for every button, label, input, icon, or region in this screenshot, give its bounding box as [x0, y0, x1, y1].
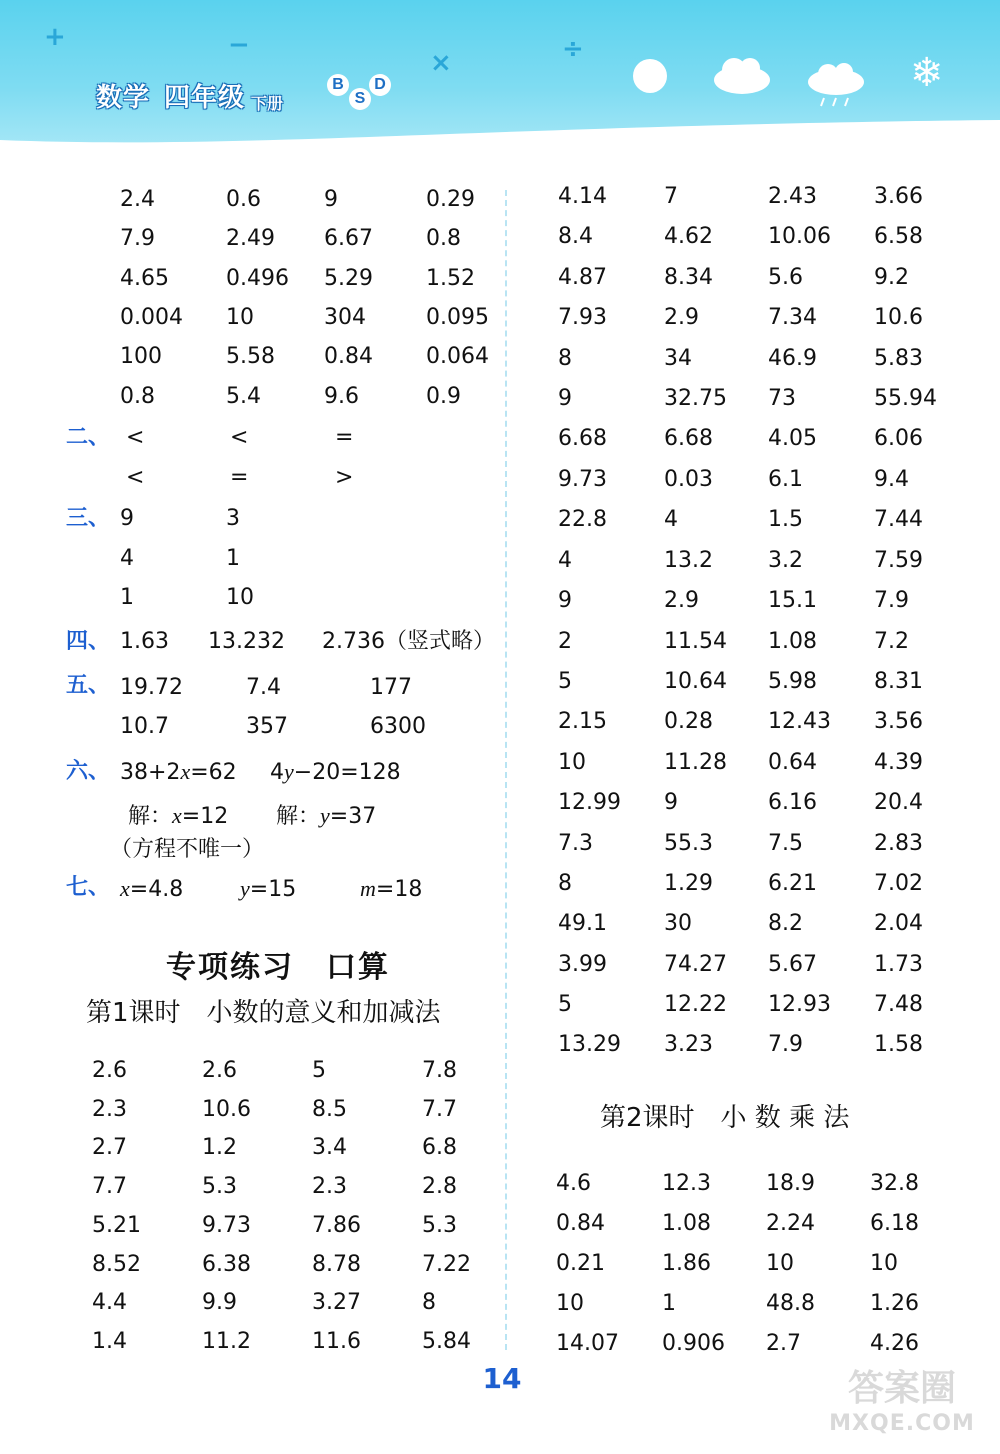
answer-cell: 7.4 — [246, 675, 281, 700]
answer-cell: 2.24 — [766, 1211, 815, 1236]
equation-variable: x — [172, 803, 182, 828]
equation-1 — [120, 759, 237, 786]
answer-cell: 0.28 — [664, 709, 713, 734]
answer-cell: 7.8 — [422, 1058, 457, 1083]
answer-cell: 4.62 — [664, 224, 713, 249]
answer-cell: 6.68 — [664, 426, 713, 451]
solution-value: =15 — [249, 877, 297, 902]
answer-cell: 0.9 — [426, 384, 461, 409]
watermark-url: MXQE.COM — [829, 1411, 975, 1436]
answer-cell: 9 — [324, 187, 338, 212]
snowflake-icon: ❄ — [910, 50, 944, 96]
comparison-symbol: = — [335, 425, 354, 450]
answer-cell: 7.3 — [558, 831, 593, 856]
equation-note: （方程不唯一） — [110, 837, 265, 862]
answer-cell: 1.2 — [202, 1135, 237, 1160]
equation-part: 4 — [270, 760, 284, 785]
answer-cell: 10 — [558, 750, 586, 775]
section-label-6: 六、 — [66, 759, 111, 784]
equation-variable: y — [320, 803, 330, 828]
answer-cell: 0.29 — [426, 187, 475, 212]
answer-cell: 11.6 — [312, 1329, 361, 1354]
answer-cell: 13.2 — [664, 548, 713, 573]
lesson-2-title: 第2课时 小 数 乘 法 — [600, 1103, 850, 1133]
answer-cell: 0.84 — [556, 1211, 605, 1236]
answer-cell: 4 — [558, 548, 572, 573]
answer-cell: 7.86 — [312, 1213, 361, 1238]
answer-cell: 0.84 — [324, 344, 373, 369]
answer-cell: 2.04 — [874, 911, 923, 936]
answer-cell: 5.98 — [768, 669, 817, 694]
answer-cell: 48.8 — [766, 1291, 815, 1316]
answer-cell: 1.86 — [662, 1251, 711, 1276]
answer-cell: 9 — [120, 506, 134, 531]
answer-cell: 74.27 — [664, 952, 727, 977]
publisher-logo — [323, 70, 399, 112]
equation-variable: x — [120, 876, 130, 901]
answer-cell: 3.23 — [664, 1032, 713, 1057]
answer-cell: 10 — [226, 585, 254, 610]
solution-1 — [128, 803, 228, 830]
answer-cell: 8.5 — [312, 1097, 347, 1122]
answer-cell: 5.3 — [202, 1174, 237, 1199]
answer-cell: 9.73 — [202, 1213, 251, 1238]
answer-cell: 0.496 — [226, 266, 289, 291]
equation-part: =62 — [190, 760, 237, 785]
solution-value: =4.8 — [129, 877, 184, 902]
answer-cell: 22.8 — [558, 507, 607, 532]
answer-cell: 0.004 — [120, 305, 183, 330]
solution-x — [120, 876, 183, 903]
answer-cell: 2.8 — [422, 1174, 457, 1199]
answer-cell: 5.29 — [324, 266, 373, 291]
publisher-letter-s: S — [349, 88, 371, 110]
answer-cell: 3 — [226, 506, 240, 531]
answer-cell: 1.08 — [768, 629, 817, 654]
answer-cell: 1.52 — [426, 266, 475, 291]
answer-cell: 6.58 — [874, 224, 923, 249]
comparison-symbol: = — [230, 465, 249, 490]
answer-cell: 2.15 — [558, 709, 607, 734]
answer-cell: 1.08 — [662, 1211, 711, 1236]
answer-cell: 4 — [664, 507, 678, 532]
answer-cell: 7.59 — [874, 548, 923, 573]
answer-cell: 1.58 — [874, 1032, 923, 1057]
answer-cell: 55.94 — [874, 386, 937, 411]
subject-label: 数学 — [96, 83, 151, 113]
answer-cell: 49.1 — [558, 911, 607, 936]
answer-cell: 4.6 — [556, 1171, 591, 1196]
answer-cell: 12.93 — [768, 992, 831, 1017]
answer-cell: 7.9 — [768, 1032, 803, 1057]
answer-cell: 3.56 — [874, 709, 923, 734]
answer-cell: 2.9 — [664, 588, 699, 613]
column-divider — [505, 190, 507, 1350]
answer-cell: 9.73 — [558, 467, 607, 492]
answer-cell: 12.3 — [662, 1171, 711, 1196]
answer-cell: 4.65 — [120, 266, 169, 291]
answer-cell: 10 — [766, 1251, 794, 1276]
answer-cell: 6.1 — [768, 467, 803, 492]
answer-cell: 9.9 — [202, 1290, 237, 1315]
answer-cell: 5 — [558, 669, 572, 694]
answer-cell: 8 — [558, 346, 572, 371]
answer-cell: 7.9 — [874, 588, 909, 613]
equation-2 — [270, 759, 401, 786]
answer-cell: 4.26 — [870, 1331, 919, 1356]
answer-cell: 7.22 — [422, 1252, 471, 1277]
answer-cell: 34 — [664, 346, 692, 371]
answer-cell: 2.736（竖式略） — [322, 629, 495, 654]
answer-cell: 0.8 — [120, 384, 155, 409]
answer-cell: 7.7 — [92, 1174, 127, 1199]
answer-cell: 2.3 — [92, 1097, 127, 1122]
answer-cell: 2.7 — [92, 1135, 127, 1160]
book-title — [96, 78, 283, 114]
solution-m — [360, 876, 422, 903]
answer-cell: 5.67 — [768, 952, 817, 977]
answer-cell: 9 — [558, 386, 572, 411]
solution-prefix: 解： — [128, 804, 173, 829]
answer-cell: 5.3 — [422, 1213, 457, 1238]
answer-cell: 6.8 — [422, 1135, 457, 1160]
publisher-letter-b: B — [327, 74, 349, 96]
cloud-icon — [712, 52, 774, 96]
equation-part: −20=128 — [293, 760, 401, 785]
answer-cell: 8.4 — [558, 224, 593, 249]
answer-cell: 4.87 — [558, 265, 607, 290]
answer-cell: 3.99 — [558, 952, 607, 977]
equation-variable: m — [360, 876, 376, 901]
publisher-letter-d: D — [369, 74, 391, 96]
solution-2 — [276, 803, 376, 830]
answer-cell: 7.48 — [874, 992, 923, 1017]
answer-cell: 0.095 — [426, 305, 489, 330]
grade-label: 四年级 — [164, 83, 246, 113]
answer-cell: 8.31 — [874, 669, 923, 694]
answer-cell: 6.68 — [558, 426, 607, 451]
answer-cell: 0.906 — [662, 1331, 725, 1356]
answer-cell: 0.8 — [426, 226, 461, 251]
section-label-3: 三、 — [66, 506, 111, 531]
comparison-symbol: > — [335, 465, 354, 490]
answer-cell: 10.64 — [664, 669, 727, 694]
equation-variable: x — [180, 759, 191, 784]
comparison-symbol: < — [230, 425, 249, 450]
answer-cell: 0.03 — [664, 467, 713, 492]
answer-cell: 1.5 — [768, 507, 803, 532]
answer-cell: 2.49 — [226, 226, 275, 251]
answer-cell: 5.83 — [874, 346, 923, 371]
answer-cell: 7.34 — [768, 305, 817, 330]
answer-cell: 1.26 — [870, 1291, 919, 1316]
answer-cell: 10.7 — [120, 714, 169, 739]
answer-cell: 32.75 — [664, 386, 727, 411]
answer-cell: 0.21 — [556, 1251, 605, 1276]
answer-cell: 20.4 — [874, 790, 923, 815]
answer-cell: 1 — [662, 1291, 676, 1316]
answer-cell: 10 — [870, 1251, 898, 1276]
answer-cell: 100 — [120, 344, 162, 369]
answer-cell: 7.93 — [558, 305, 607, 330]
answer-cell: 7.5 — [768, 831, 803, 856]
answer-cell: 12.43 — [768, 709, 831, 734]
answer-cell: 8 — [422, 1290, 436, 1315]
answer-cell: 304 — [324, 305, 366, 330]
equation-part: 38+2 — [120, 760, 181, 785]
answer-cell: 5.58 — [226, 344, 275, 369]
divide-icon: ÷ — [562, 34, 584, 64]
special-practice-title: 专项练习 口算 — [166, 950, 390, 985]
answer-cell: 10.6 — [874, 305, 923, 330]
sun-icon — [630, 56, 670, 96]
answer-cell: 8 — [558, 871, 572, 896]
answer-cell: 6.67 — [324, 226, 373, 251]
answer-cell: 5.84 — [422, 1329, 471, 1354]
answer-cell: 1 — [120, 585, 134, 610]
page-number: 14 — [482, 1362, 522, 1395]
answer-cell: 19.72 — [120, 675, 183, 700]
minus-icon: − — [228, 30, 250, 60]
answer-cell: 9 — [558, 588, 572, 613]
answer-cell: 6.18 — [870, 1211, 919, 1236]
answer-cell: 12.22 — [664, 992, 727, 1017]
answer-cell: 1.4 — [92, 1329, 127, 1354]
answer-cell: 1.63 — [120, 629, 169, 654]
comparison-symbol: < — [126, 425, 145, 450]
answer-cell: 9 — [664, 790, 678, 815]
section-label-7: 七、 — [66, 875, 111, 900]
section-label-5: 五、 — [66, 673, 111, 698]
answer-cell: 0.64 — [768, 750, 817, 775]
answer-cell: 2.43 — [768, 184, 817, 209]
answer-cell: 7.44 — [874, 507, 923, 532]
solution-prefix: 解： — [276, 804, 321, 829]
answer-cell: 6.16 — [768, 790, 817, 815]
section-label-4: 四、 — [66, 629, 111, 654]
answer-cell: 2.7 — [766, 1331, 801, 1356]
answer-cell: 3.2 — [768, 548, 803, 573]
answer-cell: 4.39 — [874, 750, 923, 775]
answer-cell: 2 — [558, 629, 572, 654]
answer-cell: 10.06 — [768, 224, 831, 249]
answer-cell: 6.21 — [768, 871, 817, 896]
answer-cell: 15.1 — [768, 588, 817, 613]
answer-cell: 9.4 — [874, 467, 909, 492]
answer-cell: 12.99 — [558, 790, 621, 815]
plus-icon: + — [44, 22, 66, 52]
answer-cell: 1.29 — [664, 871, 713, 896]
answer-cell: 2.3 — [312, 1174, 347, 1199]
answer-cell: 7.7 — [422, 1097, 457, 1122]
answer-cell: 32.8 — [870, 1171, 919, 1196]
answer-cell: 4.14 — [558, 184, 607, 209]
answer-cell: 9.2 — [874, 265, 909, 290]
answer-cell: 8.78 — [312, 1252, 361, 1277]
answer-cell: 8.34 — [664, 265, 713, 290]
answer-cell: 1 — [226, 546, 240, 571]
watermark-logo-text: 答案圈 — [847, 1368, 956, 1409]
answer-cell: 5.6 — [768, 265, 803, 290]
answer-cell: 10 — [226, 305, 254, 330]
answer-cell: 11.28 — [664, 750, 727, 775]
answer-cell: 73 — [768, 386, 796, 411]
solution-value: =12 — [181, 804, 229, 829]
answer-cell: 55.3 — [664, 831, 713, 856]
equation-variable: y — [284, 759, 294, 784]
answer-cell: 2.4 — [120, 187, 155, 212]
answer-cell: 10.6 — [202, 1097, 251, 1122]
answer-cell: 7.02 — [874, 871, 923, 896]
answer-cell: 2.83 — [874, 831, 923, 856]
answer-cell: 8.2 — [768, 911, 803, 936]
answer-cell: 0.6 — [226, 187, 261, 212]
section-label-2: 二、 — [66, 425, 111, 450]
solution-y — [240, 876, 296, 903]
answer-cell: 5.21 — [92, 1213, 141, 1238]
rain-cloud-icon — [804, 60, 868, 110]
solution-value: =37 — [329, 804, 377, 829]
answer-cell: 2.6 — [202, 1058, 237, 1083]
answer-cell: 3.4 — [312, 1135, 347, 1160]
answer-cell: 3.27 — [312, 1290, 361, 1315]
answer-cell: 7.9 — [120, 226, 155, 251]
answer-cell: 18.9 — [766, 1171, 815, 1196]
answer-cell: 5.4 — [226, 384, 261, 409]
answer-cell: 46.9 — [768, 346, 817, 371]
answer-cell: 6300 — [370, 714, 426, 739]
answer-cell: 9.6 — [324, 384, 359, 409]
volume-label: 下册 — [251, 94, 284, 113]
answer-cell: 1.73 — [874, 952, 923, 977]
lesson-1-title: 第1课时 小数的意义和加减法 — [86, 998, 441, 1028]
answer-cell: 13.29 — [558, 1032, 621, 1057]
answer-cell: 11.54 — [664, 629, 727, 654]
answer-cell: 8.52 — [92, 1252, 141, 1277]
answer-cell: 14.07 — [556, 1331, 619, 1356]
answer-cell: 2.9 — [664, 305, 699, 330]
answer-cell: 5 — [558, 992, 572, 1017]
header-wave-decoration — [0, 120, 1000, 160]
answer-cell: 4.05 — [768, 426, 817, 451]
answer-cell: 5 — [312, 1058, 326, 1083]
watermark — [812, 1360, 992, 1446]
comparison-symbol: < — [126, 465, 145, 490]
times-icon: × — [430, 48, 452, 78]
answer-cell: 4 — [120, 546, 134, 571]
answer-cell: 2.6 — [92, 1058, 127, 1083]
answer-cell: 3.66 — [874, 184, 923, 209]
answer-cell: 4.4 — [92, 1290, 127, 1315]
answer-cell: 13.232 — [208, 629, 285, 654]
answer-cell: 6.06 — [874, 426, 923, 451]
answer-cell: 357 — [246, 714, 288, 739]
answer-cell: 177 — [370, 675, 412, 700]
answer-cell: 7.2 — [874, 629, 909, 654]
answer-cell: 11.2 — [202, 1329, 251, 1354]
answer-cell: 6.38 — [202, 1252, 251, 1277]
answer-cell: 0.064 — [426, 344, 489, 369]
answer-cell: 7 — [664, 184, 678, 209]
answer-cell: 30 — [664, 911, 692, 936]
equation-variable: y — [240, 876, 250, 901]
answer-cell: 10 — [556, 1291, 584, 1316]
solution-value: =18 — [375, 877, 423, 902]
header-band — [0, 0, 1000, 148]
